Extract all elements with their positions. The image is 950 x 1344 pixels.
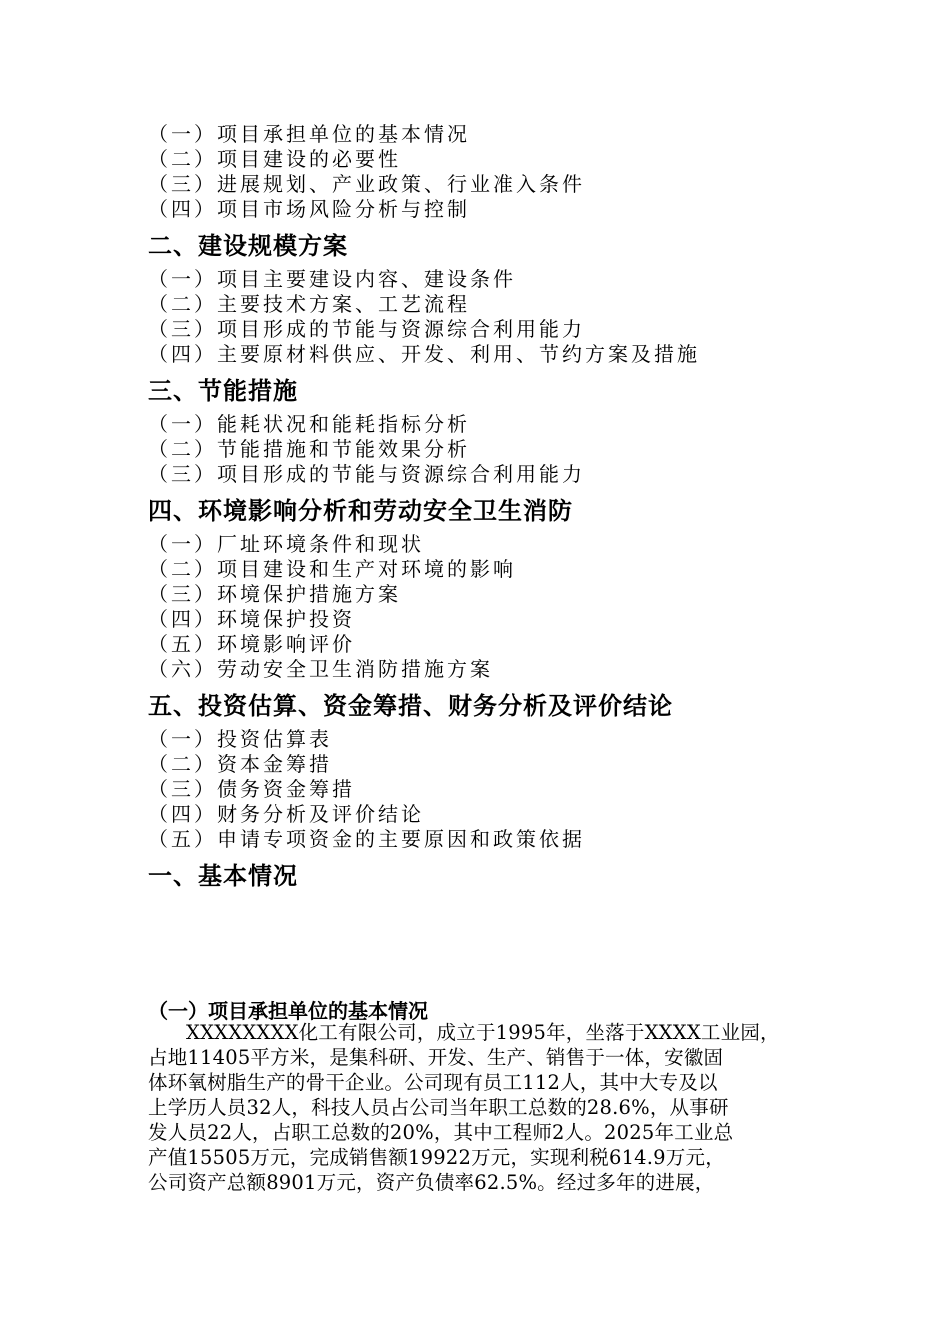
toc-item: （四）环境保护投资 — [148, 607, 355, 631]
toc-item: （四）项目市场风险分析与控制 — [148, 197, 470, 221]
section-heading: 五、投资估算、资金筹措、财务分析及评价结论 — [148, 692, 673, 720]
table-of-contents — [148, 122, 848, 897]
toc-item: （三）债务资金筹措 — [148, 777, 355, 801]
toc-item: （二）项目建设的必要性 — [148, 147, 401, 171]
section-heading: 四、环境影响分析和劳动安全卫生消防 — [148, 497, 573, 525]
section-heading: 二、建设规模方案 — [148, 232, 348, 260]
section-heading: 三、节能措施 — [148, 377, 298, 405]
toc-item: （四）主要原材料供应、开发、利用、节约方案及措施 — [148, 342, 700, 366]
toc-item: （三）环境保护措施方案 — [148, 582, 401, 606]
paragraph-line: 发人员22人，占职工总数的20%，其中工程师2人。2025年工业总 — [148, 1121, 734, 1144]
paragraph-line: XXXXXXXX化工有限公司，成立于1995年，坐落于XXXX工业园， — [186, 1021, 780, 1044]
paragraph-line: 公司资产总额8901万元，资产负债率62.5%。经过多年的进展， — [148, 1171, 715, 1194]
paragraph-line: 体环氧树脂生产的骨干企业。公司现有员工112人，其中大专及以 — [148, 1071, 718, 1094]
toc-item: （一）项目承担单位的基本情况 — [148, 122, 470, 146]
toc-item: （二）节能措施和节能效果分析 — [148, 437, 470, 461]
toc-item: （一）投资估算表 — [148, 727, 332, 751]
toc-item: （五）环境影响评价 — [148, 632, 355, 656]
section-heading: 一、基本情况 — [148, 862, 298, 890]
toc-item: （一）项目主要建设内容、建设条件 — [148, 267, 516, 291]
toc-item: （三）进展规划、产业政策、行业准入条件 — [148, 172, 585, 196]
toc-item: （二）项目建设和生产对环境的影响 — [148, 557, 516, 581]
toc-item: （四）财务分析及评价结论 — [148, 802, 424, 826]
paragraph-line: 上学历人员32人，科技人员占公司当年职工总数的28.6%，从事研 — [148, 1096, 729, 1119]
toc-item: （三）项目形成的节能与资源综合利用能力 — [148, 317, 585, 341]
toc-item: （一）能耗状况和能耗指标分析 — [148, 412, 470, 436]
subsection-heading: （一）项目承担单位的基本情况 — [148, 999, 428, 1023]
toc-item: （三）项目形成的节能与资源综合利用能力 — [148, 462, 585, 486]
toc-item: （二）主要技术方案、工艺流程 — [148, 292, 470, 316]
toc-item: （六）劳动安全卫生消防措施方案 — [148, 657, 493, 681]
toc-item: （一）厂址环境条件和现状 — [148, 532, 424, 556]
toc-item: （五）申请专项资金的主要原因和政策依据 — [148, 827, 585, 851]
body-paragraph — [148, 1020, 828, 1195]
toc-item: （二）资本金筹措 — [148, 752, 332, 776]
paragraph-line: 占地11405平方米，是集科研、开发、生产、销售于一体，安徽固 — [148, 1046, 724, 1069]
paragraph-line: 产值15505万元，完成销售额19922万元，实现利税614.9万元， — [148, 1146, 725, 1169]
